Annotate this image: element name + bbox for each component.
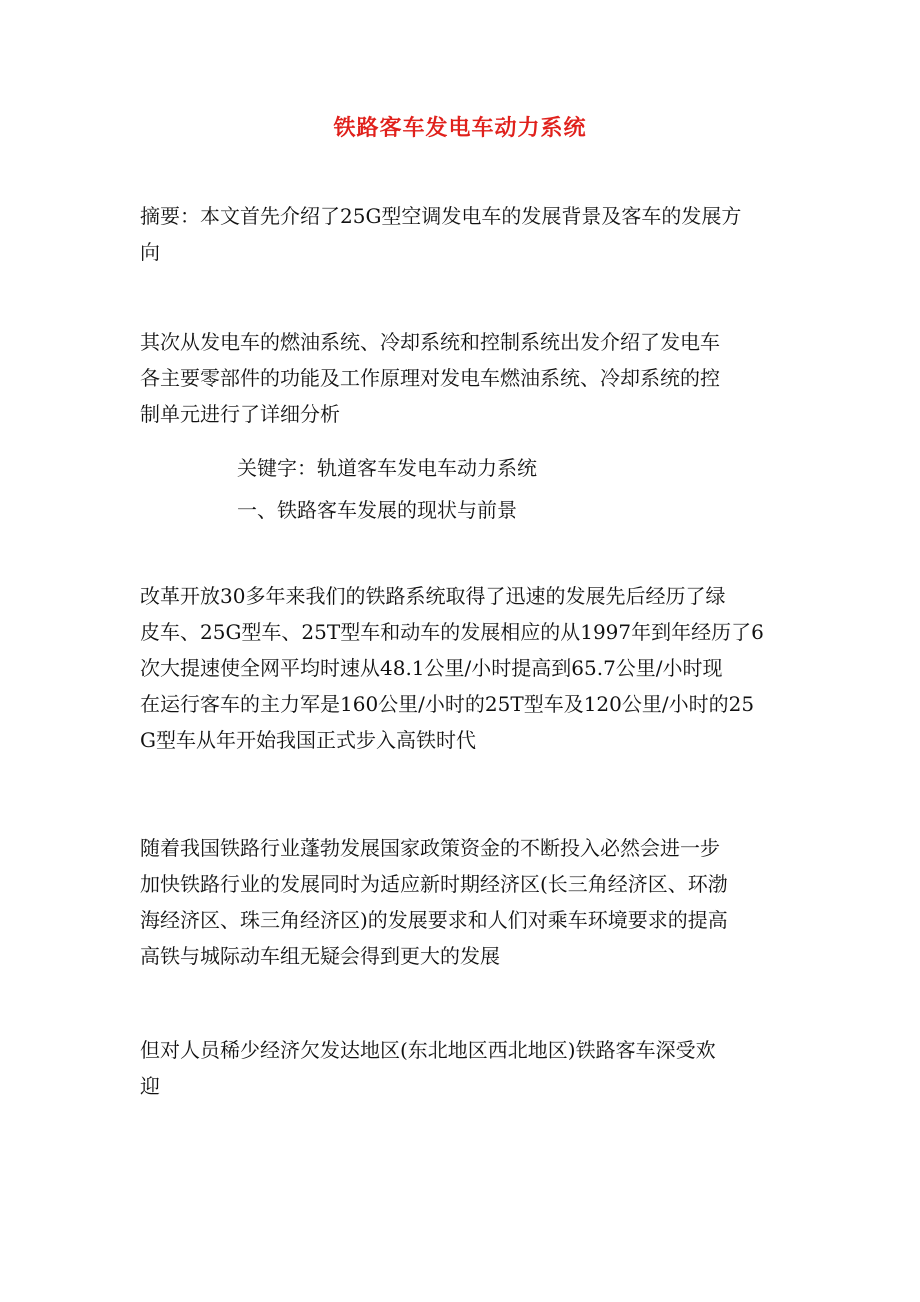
text-line: 海经济区、珠三角经济区)的发展要求和人们对乘车环境要求的提高: [140, 908, 728, 932]
abstract-paragraph: [140, 198, 780, 270]
text-line: 各主要零部件的功能及工作原理对发电车燃油系统、冷却系统的控: [140, 366, 720, 390]
text-line: G型车从年开始我国正式步入高铁时代: [140, 728, 476, 752]
remote-regions-paragraph: [140, 1032, 780, 1104]
text-line: 摘要：本文首先介绍了25G型空调发电车的发展背景及客车的发展方: [140, 204, 742, 228]
text-line: 在运行客车的主力军是160公里/小时的25T型车及120公里/小时的25: [140, 692, 755, 716]
text-line: 制单元进行了详细分析: [140, 402, 340, 426]
document-title: 铁路客车发电车动力系统: [333, 115, 587, 141]
text-line: 但对人员稀少经济欠发达地区(东北地区西北地区)铁路客车深受欢: [140, 1038, 716, 1062]
text-line: 改革开放30多年来我们的铁路系统取得了迅速的发展先后经历了绿: [140, 584, 726, 608]
text-line: 高铁与城际动车组无疑会得到更大的发展: [140, 944, 500, 968]
text-line: 迎: [140, 1074, 160, 1098]
intro-paragraph: [140, 324, 780, 432]
text-line: 次大提速使全网平均时速从48.1公里/小时提高到65.7公里/小时现: [140, 656, 723, 680]
text-line: 向: [140, 240, 160, 264]
development-paragraph: [140, 578, 780, 758]
keywords-line: 关键字：轨道客车发电车动力系统: [237, 456, 537, 480]
text-line: 皮车、25G型车、25T型车和动车的发展相应的从1997年到年经历了6: [140, 620, 764, 644]
section-heading: 一、铁路客车发展的现状与前景: [237, 498, 517, 522]
text-line: 其次从发电车的燃油系统、冷却系统和控制系统出发介绍了发电车: [140, 330, 720, 354]
text-line: 随着我国铁路行业蓬勃发展国家政策资金的不断投入必然会进一步: [140, 836, 720, 860]
outlook-paragraph: [140, 830, 780, 974]
text-line: 加快铁路行业的发展同时为适应新时期经济区(长三角经济区、环渤: [140, 872, 728, 896]
